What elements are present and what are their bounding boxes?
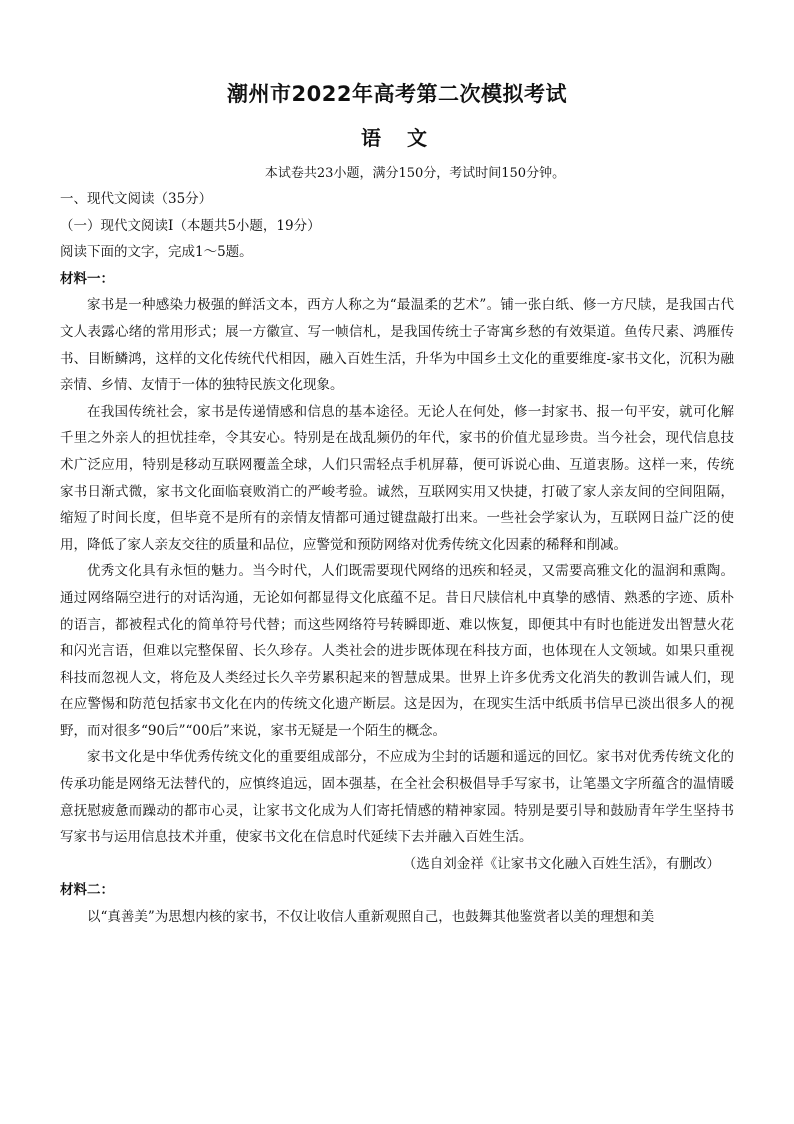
material-1-paragraph-3: 优秀文化具有永恒的魅力。当今时代，人们既需要现代网络的迅疾和轻灵，又需要高雅文化的温润和熏陶。通过网络隔空进行的对话沟通，无论如何都显得文化底蕴不足。昔日尺牍信札中真挚的感情、熟悉的字迹、质朴的语言，都被程式化的简单符号代替；而这些网络符号转瞬即逝、难以恢复，即便其中有时也能迸发出智慧火花和闪光言语，但难以完整保留、长久珍存。人类社会的进步既体现在科技方面，也体现在人文领域。如果只重视科技而忽视人文，将危及人类经过长久辛劳累积起来的智慧成果。世界上许多优秀文化消失的教训告诫人们，现在应警惕和防范包括家书文化在内的传统文化遗产断层。这是因为，在现实生活中纸质书信早已淡出很多人的视野，而对很多“90后”“00后”来说，家书无疑是一个陌生的概念。: [60, 563, 734, 739]
material-1-paragraph-4: 家书文化是中华优秀传统文化的重要组成部分，不应成为尘封的话题和遥远的回忆。家书对优秀传统文化的传承功能是网络无法替代的，应慎终追远，固本强基，在全社会积极倡导手写家书，让笔墨文字所蕴含的温情暖意抚慰疲惫而躁动的都市心灵，让家书文化成为人们寄托情感的精神家园。特别是要引导和鼓励青年学生坚持书写家书与运用信息技术并重，使家书文化在信息时代延续下去并融入百姓生活。: [60, 749, 734, 846]
material-2-label: 材料二：: [60, 882, 114, 899]
section-instruction: 阅读下面的文字，完成1～5题。: [60, 244, 253, 261]
section-subheading: （一）现代文阅读Ⅰ（本题共5小题，19分）: [60, 217, 321, 234]
exam-title: 潮州市2022年高考第二次模拟考试: [227, 82, 567, 106]
subject-title: 语文: [361, 126, 453, 150]
material-1-label: 材料一：: [60, 270, 114, 287]
exam-note: 本试卷共23小题，满分150分，考试时间150分钟。: [264, 166, 566, 181]
material-1-source: （选自刘金祥《让家书文化融入百姓生活》，有删改）: [402, 855, 720, 872]
material-1-paragraph-2: 在我国传统社会，家书是传递情感和信息的基本途径。无论人在何处，修一封家书、报一句平安，就可化解千里之外亲人的担忧挂牵，令其安心。特别是在战乱频仍的年代，家书的价值尤显珍贵。当今社会，现代信息技术广泛应用，特别是移动互联网覆盖全球，人们只需轻点手机屏幕，便可诉说心曲、互道衷肠。这样一来，传统家书日渐式微，家书文化面临衰败消亡的严峻考验。诚然，互联网实用又快捷，打破了家人亲友间的空间阻隔，缩短了时间长度，但毕竟不是所有的亲情友情都可通过键盘敲打出来。一些社会学家认为，互联网日益广泛的使用，降低了家人亲友交往的质量和品位，应警觉和预防网络对优秀传统文化因素的稀释和削减。: [60, 403, 734, 553]
section-heading: 一、现代文阅读（35分）: [60, 191, 213, 207]
exam-content: [60, 186, 734, 931]
material-2-paragraph-1: 以“真善美”为思想内核的家书，不仅让收信人重新观照自己，也鼓舞其他鉴赏者以美的理想和美: [87, 909, 655, 926]
material-1-paragraph-1: 家书是一种感染力极强的鲜活文本，西方人称之为“最温柔的艺术”。铺一张白纸、修一方尺牍，是我国古代文人表露心绪的常用形式；展一方徽宣、写一帧信札，是我国传统士子寄寓乡愁的有效渠道。鱼传尺素、鸿雁传书、目断鳞鸿，这样的文化传统代代相因，融入百姓生活，升华为中国乡土文化的重要维度-家书文化，沉积为融亲情、乡情、友情于一体的独特民族文化现象。: [60, 297, 734, 394]
